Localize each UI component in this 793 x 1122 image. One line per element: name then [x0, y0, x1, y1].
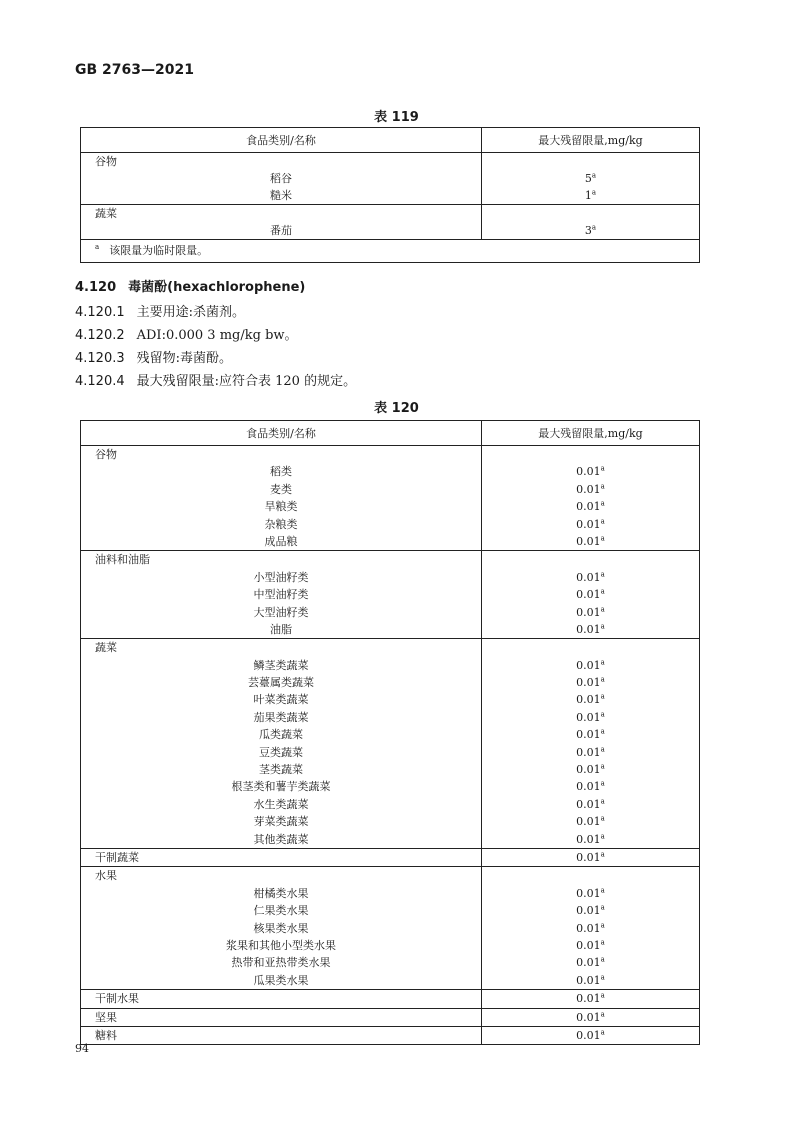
limit-number: 0.01: [576, 500, 601, 514]
category-values-cell: [482, 848, 700, 866]
food-item-name: 根茎类和薯芋类蔬菜: [231, 780, 331, 794]
section-item-text: 最大残留限量:应符合表 120 的规定。: [136, 374, 357, 389]
section-item-number: 4.120.1: [75, 305, 125, 320]
category-label: 油料和油脂: [95, 553, 150, 567]
section-item: [75, 370, 356, 389]
footnote-mark: a: [600, 534, 605, 543]
limit-number: 0.01: [576, 832, 601, 846]
limit-value: [482, 902, 699, 919]
table-119-body: [81, 153, 700, 263]
footnote-mark: a: [591, 223, 597, 232]
category-label: 蔬菜: [95, 641, 117, 655]
category-values-cell: [482, 153, 700, 205]
category-label: 蔬菜: [95, 207, 117, 220]
footnote-row: [81, 240, 700, 263]
limit-number: 0.01: [576, 676, 601, 690]
limit-value: [482, 621, 699, 638]
limit-number: 3: [584, 224, 592, 237]
table-120-header-name: 食品类别/名称: [81, 421, 482, 446]
category-label: 谷物: [95, 155, 117, 168]
section-item-text: ADI:0.000 3 mg/kg bw。: [136, 328, 298, 343]
category-names-cell: [81, 990, 482, 1008]
footnote-mark: a: [600, 710, 605, 719]
limit-number: 0.01: [576, 921, 601, 935]
section-title: [75, 276, 305, 295]
footnote-mark: a: [95, 243, 100, 252]
limit-value: [482, 885, 699, 902]
limit-number: 0.01: [576, 1010, 601, 1024]
limit-number: 0.01: [576, 780, 601, 794]
footnote-mark: a: [600, 814, 605, 823]
footnote-mark: a: [600, 779, 605, 788]
food-item-name: 麦类: [270, 482, 292, 496]
footnote-mark: a: [600, 797, 605, 806]
section-item: [75, 324, 298, 343]
limit-number: 0.01: [576, 815, 601, 829]
table-119-caption: 表 119: [374, 110, 419, 125]
food-item-name: 芽菜类蔬菜: [253, 815, 309, 829]
category-names-cell: [81, 1026, 482, 1044]
footnote-mark: a: [600, 903, 605, 912]
limit-value: [482, 920, 699, 937]
category-label: 干制蔬菜: [95, 850, 139, 864]
food-item-name: 核果类水果: [253, 921, 309, 935]
footnote-mark: a: [600, 464, 605, 473]
food-item-name: 叶菜类蔬菜: [253, 693, 309, 707]
section-item-number: 4.120.3: [75, 351, 125, 366]
category-label: 坚果: [95, 1010, 117, 1024]
limit-number: 0.01: [576, 797, 601, 811]
food-item-name: 豆类蔬菜: [259, 745, 303, 759]
limit-value: [482, 533, 699, 550]
food-item-name: 稻类: [270, 465, 292, 479]
limit-number: 0.01: [576, 465, 601, 479]
limit-number: 5: [584, 172, 592, 185]
food-item-name: 杂粮类: [264, 517, 298, 531]
food-item-name: 柑橘类水果: [253, 886, 309, 900]
footnote-mark: a: [600, 831, 605, 840]
limit-value: [482, 744, 699, 761]
limit-number: 0.01: [576, 745, 601, 759]
food-item-name: 稻谷: [270, 172, 292, 185]
limit-number: 0.01: [576, 850, 601, 864]
category-names-cell: [81, 867, 482, 990]
blank-line: [482, 551, 699, 568]
category-label: 谷物: [95, 448, 117, 461]
blank-line: [482, 446, 699, 463]
limit-value: [482, 187, 699, 204]
limit-value: [482, 170, 699, 187]
category-label: 糖料: [95, 1028, 117, 1042]
category-row: [81, 446, 700, 551]
limit-value: [482, 463, 699, 480]
food-item-name: 浆果和其他小型类水果: [226, 938, 336, 952]
blank-line: [482, 205, 699, 222]
section-title-number: 4.120: [75, 280, 117, 295]
footnote-mark: a: [600, 762, 605, 771]
category-row: [81, 205, 700, 240]
limit-number: 0.01: [576, 710, 601, 724]
category-names-cell: [81, 639, 482, 849]
section-item-text: 残留物:毒菌酚。: [136, 351, 233, 366]
limit-number: 0.01: [576, 534, 601, 548]
document-header: GB 2763—2021: [75, 62, 194, 78]
category-row: [81, 1026, 700, 1044]
category-values-cell: [482, 867, 700, 990]
limit-value: [482, 586, 699, 603]
limit-value: [482, 569, 699, 586]
footnote-mark: a: [600, 692, 605, 701]
section-title-text: 毒菌酚(hexachlorophene): [128, 280, 306, 295]
footnote-mark: a: [600, 675, 605, 684]
footnote-mark: a: [600, 587, 605, 596]
footnote-mark: a: [600, 973, 605, 982]
limit-value: [482, 726, 699, 743]
food-item-name: 番茄: [270, 224, 292, 237]
limit-number: 0.01: [576, 482, 601, 496]
limit-number: 0.01: [576, 517, 601, 531]
limit-value: [482, 831, 699, 848]
footnote-mark: a: [600, 850, 605, 859]
section-item: [75, 347, 232, 366]
food-item-name: 茎类蔬菜: [259, 763, 303, 777]
limit-value: [482, 954, 699, 971]
limit-value: [482, 778, 699, 795]
blank-line: [482, 639, 699, 656]
food-item-name: 鳞茎类蔬菜: [253, 658, 309, 672]
category-values-cell: [482, 446, 700, 551]
limit-value: [482, 709, 699, 726]
limit-value: [482, 516, 699, 533]
footnote-mark: a: [600, 499, 605, 508]
footnote-mark: a: [600, 886, 605, 895]
section-item-text: 主要用途:杀菌剂。: [136, 305, 246, 320]
limit-value: [482, 481, 699, 498]
category-values-cell: [482, 639, 700, 849]
limit-number: 0.01: [576, 570, 601, 584]
footnote-mark: a: [600, 1028, 605, 1037]
limit-value: [482, 498, 699, 515]
category-names-cell: [81, 551, 482, 639]
limit-value: [482, 761, 699, 778]
food-item-name: 其他类蔬菜: [253, 832, 309, 846]
food-item-name: 小型油籽类: [253, 570, 309, 584]
category-row: [81, 990, 700, 1008]
limit-value: [482, 657, 699, 674]
food-item-name: 油脂: [270, 622, 292, 636]
table-120-caption: 表 120: [374, 401, 419, 416]
category-row: [81, 639, 700, 849]
footnote-mark: a: [600, 938, 605, 947]
limit-number: 0.01: [576, 658, 601, 672]
table-120: [80, 420, 700, 1045]
limit-number: 0.01: [576, 622, 601, 636]
limit-number: 0.01: [576, 728, 601, 742]
limit-value: [482, 990, 699, 1007]
limit-value: [482, 674, 699, 691]
category-names-cell: [81, 205, 482, 240]
limit-number: 0.01: [576, 693, 601, 707]
limit-value: [482, 1027, 699, 1044]
footnote-mark: a: [600, 604, 605, 613]
category-label: 水果: [95, 869, 117, 883]
category-names-cell: [81, 153, 482, 205]
food-item-name: 茄果类蔬菜: [253, 710, 309, 724]
table-120-header-limit: 最大残留限量,mg/kg: [482, 421, 700, 446]
food-item-name: 旱粮类: [264, 500, 298, 514]
food-item-name: 大型油籽类: [253, 605, 309, 619]
footnote-mark: a: [600, 920, 605, 929]
footnote-mark: a: [600, 955, 605, 964]
footnote-mark: a: [600, 570, 605, 579]
blank-line: [482, 153, 699, 170]
category-values-cell: [482, 1026, 700, 1044]
food-item-name: 芸薹属类蔬菜: [248, 676, 314, 690]
category-names-cell: [81, 446, 482, 551]
category-values-cell: [482, 551, 700, 639]
limit-number: 0.01: [576, 973, 601, 987]
limit-value: [482, 222, 699, 239]
footnote-mark: a: [600, 622, 605, 631]
category-values-cell: [482, 205, 700, 240]
limit-number: 1: [584, 189, 592, 202]
limit-number: 0.01: [576, 588, 601, 602]
limit-number: 0.01: [576, 763, 601, 777]
category-values-cell: [482, 990, 700, 1008]
category-row: [81, 867, 700, 990]
limit-number: 0.01: [576, 956, 601, 970]
footnote-mark: a: [600, 482, 605, 491]
table-119-header-name: 食品类别/名称: [81, 128, 482, 153]
limit-number: 0.01: [576, 992, 601, 1006]
blank-line: [482, 867, 699, 884]
limit-value: [482, 849, 699, 866]
limit-value: [482, 937, 699, 954]
category-names-cell: [81, 848, 482, 866]
food-item-name: 瓜类蔬菜: [259, 728, 303, 742]
footnote-mark: a: [600, 727, 605, 736]
category-values-cell: [482, 1008, 700, 1026]
food-item-name: 糙米: [270, 189, 292, 202]
footnote-mark: a: [591, 171, 597, 180]
limit-value: [482, 796, 699, 813]
page-number: 94: [75, 1042, 89, 1055]
footnote-text: 该限量为临时限量。: [109, 244, 209, 257]
food-item-name: 热带和亚热带类水果: [231, 956, 331, 970]
table-119: [80, 127, 700, 263]
footnote-cell: [81, 240, 700, 263]
limit-value: [482, 1009, 699, 1026]
category-row: [81, 153, 700, 205]
limit-value: [482, 813, 699, 830]
footnote-mark: a: [600, 991, 605, 1000]
footnote-mark: a: [600, 744, 605, 753]
section-item-number: 4.120.2: [75, 328, 125, 343]
limit-number: 0.01: [576, 938, 601, 952]
table-120-body: [81, 446, 700, 1045]
footnote-mark: a: [600, 1009, 605, 1018]
limit-number: 0.01: [576, 886, 601, 900]
food-item-name: 瓜果类水果: [253, 973, 309, 987]
section-item: [75, 301, 245, 320]
food-item-name: 仁果类水果: [253, 904, 309, 918]
limit-number: 0.01: [576, 1028, 601, 1042]
footnote-mark: a: [600, 658, 605, 667]
category-row: [81, 551, 700, 639]
footnote-mark: a: [600, 516, 605, 525]
category-row: [81, 848, 700, 866]
category-label: 干制水果: [95, 992, 139, 1006]
limit-number: 0.01: [576, 904, 601, 918]
limit-value: [482, 604, 699, 621]
category-names-cell: [81, 1008, 482, 1026]
section-item-number: 4.120.4: [75, 374, 125, 389]
limit-number: 0.01: [576, 605, 601, 619]
category-row: [81, 1008, 700, 1026]
limit-value: [482, 691, 699, 708]
footnote-mark: a: [591, 188, 597, 197]
food-item-name: 水生类蔬菜: [253, 797, 309, 811]
table-119-header-limit: 最大残留限量,mg/kg: [482, 128, 700, 153]
limit-value: [482, 972, 699, 989]
food-item-name: 成品粮: [264, 534, 298, 548]
food-item-name: 中型油籽类: [253, 588, 309, 602]
